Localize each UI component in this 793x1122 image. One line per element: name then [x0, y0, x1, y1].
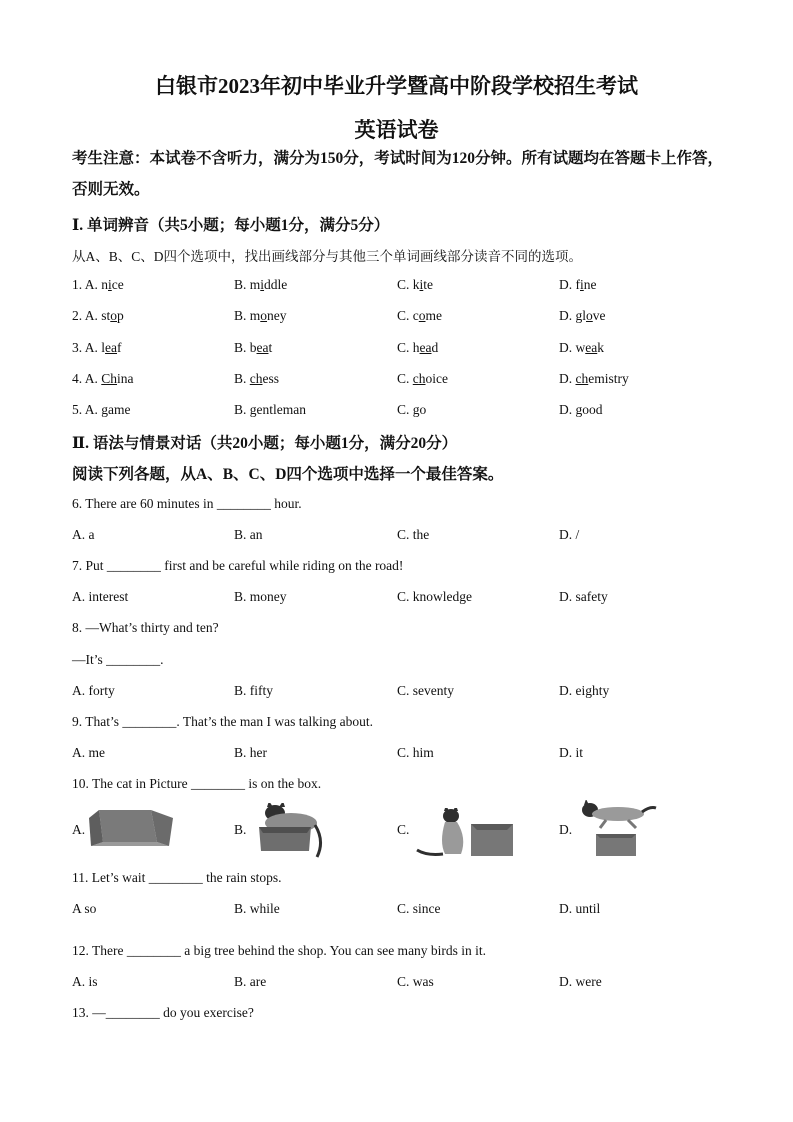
q9-option-b[interactable]: B. her: [234, 745, 267, 760]
word-suffix: emistry: [588, 370, 629, 386]
word-prefix: h: [412, 339, 420, 355]
q3-option-a[interactable]: [72, 340, 122, 356]
option-label: A.: [84, 370, 102, 386]
section1-heading: Ⅰ. 单词辨音（共5小题；每小题1分，满分5分）: [72, 217, 390, 234]
q4-option-a[interactable]: [72, 371, 134, 387]
underlined-sound: Ch: [101, 370, 118, 386]
question-7: 7. Put ________ first and be careful while riding on the road!: [72, 558, 404, 573]
underlined-sound: i: [419, 277, 424, 292]
word-prefix: c: [412, 308, 419, 324]
q11-option-c[interactable]: C. since: [397, 901, 441, 916]
word-prefix: m: [249, 277, 261, 292]
option-label: A.: [84, 402, 102, 418]
q7-option-b[interactable]: B. money: [234, 589, 287, 604]
question-number: 3.: [72, 339, 83, 355]
question-6: 6. There are 60 minutes in ________ hour.: [72, 496, 302, 511]
q12-option-a[interactable]: A. is: [72, 974, 98, 989]
word-suffix: ess: [262, 370, 280, 386]
word-suffix: t: [268, 339, 273, 355]
q11-option-d[interactable]: D. until: [559, 901, 601, 916]
q12-option-b[interactable]: B. are: [234, 974, 267, 989]
q2-option-b[interactable]: [234, 308, 287, 324]
q2-option-c[interactable]: [397, 308, 442, 324]
q5-option-a[interactable]: [72, 402, 131, 418]
question-8-prompt: 8. —What’s thirty and ten?: [72, 620, 219, 635]
word-prefix: l: [101, 339, 106, 355]
option-label: B.: [234, 308, 250, 324]
section1-instruction: 从A、B、C、D四个选项中，找出画线部分与其他三个单词画线部分读音不同的选项。: [72, 249, 583, 264]
picture-b-cat-in-box-icon: [255, 803, 325, 859]
picture-c-cat-beside-box-icon: [415, 808, 525, 858]
q9-option-d[interactable]: D. it: [559, 745, 584, 760]
q4-option-b[interactable]: [234, 371, 279, 387]
section2-instruction: 阅读下列各题，从A、B、C、D四个选项中选择一个最佳答案。: [72, 466, 504, 483]
word-prefix: w: [575, 339, 586, 355]
picture-d-cat-over-box-icon: [578, 800, 658, 858]
option-label: D.: [559, 308, 576, 324]
option-label: A.: [84, 308, 102, 324]
q6-option-c[interactable]: C. the: [397, 527, 430, 542]
question-13: 13. —________ do you exercise?: [72, 1005, 254, 1020]
option-label: B.: [234, 370, 250, 386]
q7-option-d[interactable]: D. safety: [559, 589, 608, 604]
q8-option-a[interactable]: A. forty: [72, 683, 115, 698]
q10-option-a[interactable]: A.: [72, 822, 86, 837]
exam-title: 白银市2023年初中毕业升学暨高中阶段学校招生考试: [155, 74, 638, 98]
word-suffix: f: [117, 339, 122, 355]
q1-option-b[interactable]: [234, 277, 287, 293]
word-suffix: k: [597, 339, 604, 355]
word-suffix: d: [431, 339, 439, 355]
underlined-sound: i: [260, 277, 265, 292]
underlined-sound: g: [249, 402, 257, 418]
q1-option-a[interactable]: [72, 277, 124, 293]
q6-option-a[interactable]: A. a: [72, 527, 95, 542]
q11-option-a[interactable]: A so: [72, 901, 97, 916]
word-suffix: me: [425, 308, 443, 324]
q7-option-a[interactable]: A. interest: [72, 589, 129, 604]
option-label: C.: [397, 370, 413, 386]
word-suffix: ve: [592, 308, 606, 324]
question-number: 4.: [72, 370, 83, 386]
underlined-sound: g: [101, 402, 109, 418]
underlined-sound: g: [575, 402, 583, 418]
q12-option-c[interactable]: C. was: [397, 974, 434, 989]
underlined-sound: ch: [412, 370, 426, 386]
option-label: C.: [397, 308, 413, 324]
q3-option-c[interactable]: [397, 340, 438, 356]
underlined-sound: ch: [575, 370, 589, 386]
word-suffix: ney: [267, 308, 287, 324]
q6-option-b[interactable]: B. an: [234, 527, 263, 542]
option-label: A.: [84, 277, 102, 292]
exam-subtitle: 英语试卷: [354, 118, 439, 142]
word-prefix: m: [249, 308, 261, 324]
option-label: D.: [559, 339, 576, 355]
option-label: B.: [234, 339, 250, 355]
underlined-sound: ea: [419, 339, 432, 355]
option-label: A.: [84, 339, 102, 355]
word-suffix: ne: [583, 277, 597, 292]
option-label: C.: [397, 402, 413, 418]
q2-option-a[interactable]: [72, 308, 124, 324]
question-number: 5.: [72, 402, 83, 418]
q4-option-c[interactable]: [397, 371, 448, 387]
underlined-sound: o: [418, 308, 426, 324]
q5-option-c[interactable]: [397, 402, 426, 418]
underlined-sound: g: [412, 402, 420, 418]
question-number: 2.: [72, 308, 83, 324]
question-9: 9. That’s ________. That’s the man I was talking about.: [72, 714, 373, 729]
word-suffix: ood: [582, 402, 603, 418]
word-suffix: ce: [111, 277, 124, 292]
underlined-sound: i: [108, 277, 112, 292]
option-label: B.: [234, 402, 250, 418]
q3-option-b[interactable]: [234, 340, 272, 356]
word-prefix: b: [249, 339, 257, 355]
question-11: 11. Let’s wait ________ the rain stops.: [72, 870, 282, 885]
q10-option-b[interactable]: B.: [234, 822, 247, 837]
section2-heading: Ⅱ. 语法与情景对话（共20小题；每小题1分，满分20分）: [72, 435, 458, 452]
q10-option-c[interactable]: C.: [397, 822, 410, 837]
underlined-sound: o: [260, 308, 268, 324]
option-label: C.: [397, 339, 413, 355]
word-prefix: gl: [575, 308, 587, 324]
q9-option-c[interactable]: C. him: [397, 745, 434, 760]
option-label: D.: [559, 370, 576, 386]
question-number: 1.: [72, 277, 83, 292]
q7-option-c[interactable]: C. knowledge: [397, 589, 472, 604]
word-suffix: entleman: [256, 402, 306, 418]
underlined-sound: ea: [256, 339, 269, 355]
underlined-sound: o: [586, 308, 593, 324]
q12-option-d[interactable]: D. were: [559, 974, 602, 989]
question-8-answer-line: —It’s ________.: [72, 652, 164, 667]
word-suffix: o: [419, 402, 427, 418]
underlined-sound: o: [110, 308, 118, 324]
q11-option-b[interactable]: B. while: [234, 901, 280, 916]
q1-option-d[interactable]: [559, 277, 597, 293]
q10-option-d[interactable]: D.: [559, 822, 573, 837]
q5-option-b[interactable]: [234, 402, 306, 418]
word-suffix: te: [423, 277, 434, 292]
option-label: B.: [234, 277, 250, 292]
word-prefix: n: [101, 277, 109, 292]
q5-option-d[interactable]: [559, 402, 603, 418]
question-10: 10. The cat in Picture ________ is on the box.: [72, 776, 322, 791]
q8-option-d[interactable]: D. eighty: [559, 683, 610, 698]
word-suffix: oice: [425, 370, 449, 386]
word-prefix: f: [575, 277, 580, 292]
underlined-sound: ea: [585, 339, 598, 355]
underlined-sound: i: [580, 277, 584, 292]
q4-option-d[interactable]: [559, 371, 629, 387]
underlined-sound: ea: [105, 339, 118, 355]
question-12: 12. There ________ a big tree behind the shop. You can see many birds in it.: [72, 943, 487, 958]
q8-option-b[interactable]: B. fifty: [234, 683, 273, 698]
q9-option-a[interactable]: A. me: [72, 745, 105, 760]
option-label: D.: [559, 277, 576, 292]
option-label: D.: [559, 402, 576, 418]
word-prefix: st: [101, 308, 111, 324]
q8-option-c[interactable]: C. seventy: [397, 683, 454, 698]
word-suffix: ina: [117, 370, 134, 386]
word-suffix: ddle: [264, 277, 288, 292]
q1-option-c[interactable]: [397, 277, 433, 293]
picture-a-box-icon: [85, 808, 175, 848]
word-suffix: ame: [108, 402, 131, 418]
word-prefix: k: [412, 277, 420, 292]
q6-option-d[interactable]: D. /: [559, 527, 580, 542]
q3-option-d[interactable]: [559, 340, 604, 356]
exam-notice: 考生注意：本试卷不含听力，满分为150分，考试时间为120分钟。所有试题均在答题卡上作答，否则无效。: [72, 150, 724, 198]
underlined-sound: ch: [249, 370, 263, 386]
word-suffix: p: [117, 308, 124, 324]
option-label: C.: [397, 277, 413, 292]
q2-option-d[interactable]: [559, 308, 606, 324]
